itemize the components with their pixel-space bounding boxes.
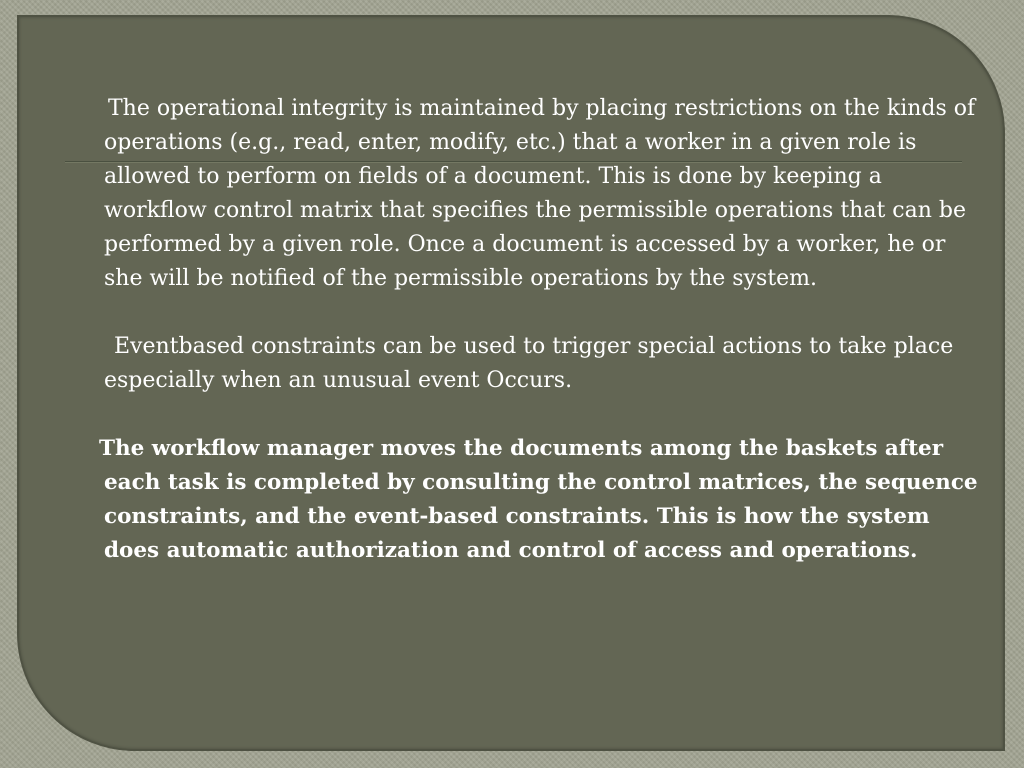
paragraph-workflow-manager: The workflow manager moves the documents among the baskets after each task is completed by consulting the control matrices, the sequence constraints, and the event-based constraints. This is how the system does automatic authorization and control of access and operations. xyxy=(99,436,978,563)
paragraph-operational-integrity: The operational integrity is maintained by placing restrictions on the kinds of operations (e.g., read, enter, modify, etc.) that a worker in a given role is allowed to perform on fields of a document. This is done by keeping a workflow control matrix that specifies the permissible operations that can be performed by a given role. Once a document is accessed by a worker, he or she will be notified of the permissible operations by the system. xyxy=(104,96,976,291)
paragraph-event-constraints: Eventbased constraints can be used to trigger special actions to take place especially when an unusual event Occurs. xyxy=(104,334,954,393)
slide-body-text xyxy=(99,92,984,568)
